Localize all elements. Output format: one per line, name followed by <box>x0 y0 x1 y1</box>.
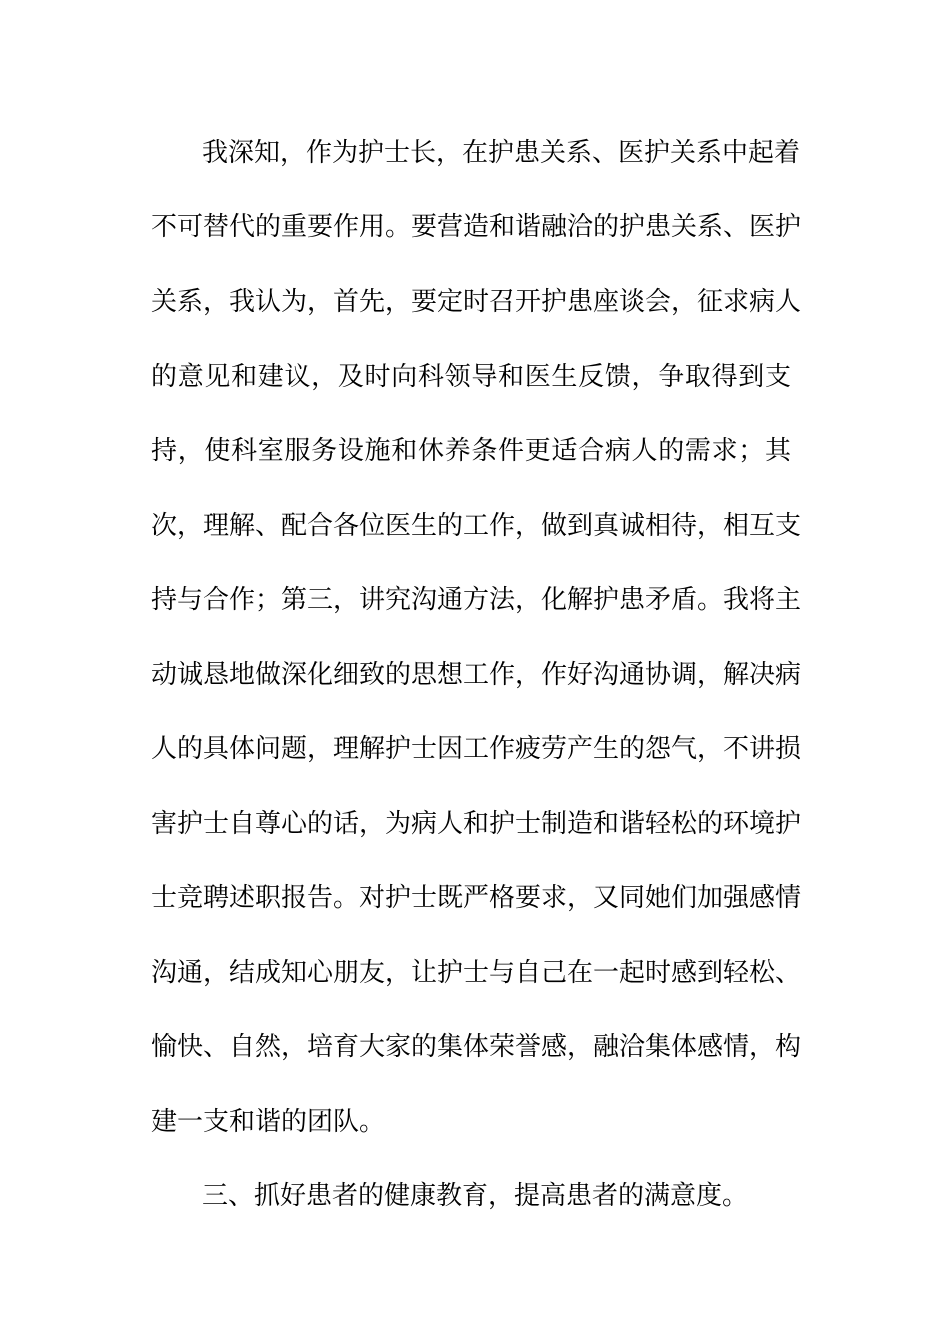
paragraph-line: 动诚恳地做深化细致的思想工作，作好沟通协调，解决病 <box>151 660 802 690</box>
paragraph-line: 士竞聘述职报告。对护士既严格要求，又同她们加强感情 <box>151 883 802 913</box>
paragraph-line: 的意见和建议，及时向科领导和医生反馈，争取得到支 <box>151 362 791 392</box>
paragraph-line: 愉快、自然，培育大家的集体荣誉感，融洽集体感情，构 <box>151 1032 802 1062</box>
paragraph-line: 沟通，结成知心朋友，让护士与自己在一起时感到轻松、 <box>151 958 802 988</box>
section-heading: 三、抓好患者的健康教育，提高患者的满意度。 <box>202 1181 749 1211</box>
paragraph-line: 持，使科室服务设施和休养条件更适合病人的需求；其 <box>151 436 791 466</box>
paragraph-line: 次，理解、配合各位医生的工作，做到真诚相待，相互支 <box>151 511 802 541</box>
paragraph-line: 我深知，作为护士长，在护患关系、医护关系中起着 <box>202 138 801 168</box>
paragraph-line: 持与合作；第三，讲究沟通方法，化解护患矛盾。我将主 <box>151 585 802 615</box>
paragraph-line: 关系，我认为，首先，要定时召开护患座谈会，征求病人 <box>151 287 802 317</box>
paragraph-line: 人的具体问题，理解护士因工作疲劳产生的怨气，不讲损 <box>151 734 802 764</box>
paragraph-line: 不可替代的重要作用。要营造和谐融洽的护患关系、医护 <box>151 212 802 242</box>
paragraph-line: 建一支和谐的团队。 <box>151 1107 386 1137</box>
paragraph-line: 害护士自尊心的话，为病人和护士制造和谐轻松的环境护 <box>151 809 802 839</box>
